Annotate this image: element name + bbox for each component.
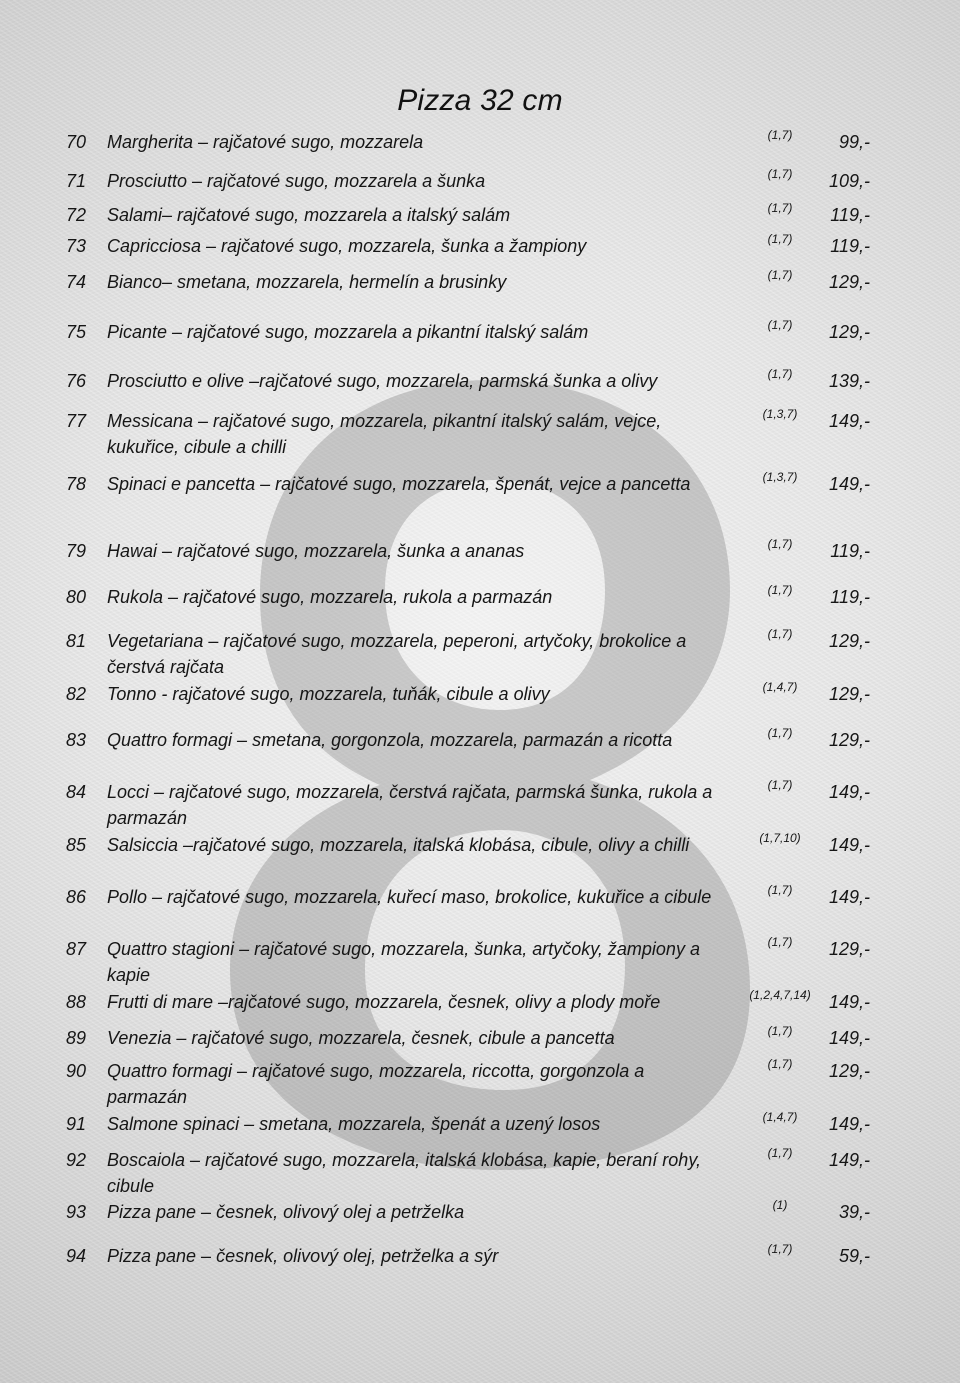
item-number: 75 (66, 322, 87, 342)
item-allergens: (1,7) (767, 778, 793, 792)
item-price: 129,- (828, 272, 870, 292)
item-allergens: (1,7) (767, 1146, 793, 1160)
item-allergens: (1,4,7) (762, 1110, 798, 1124)
item-price: 139,- (828, 371, 870, 391)
menu-item (0, 884, 960, 936)
menu-item (0, 1147, 960, 1199)
item-price: 149,- (828, 1150, 870, 1170)
item-number: 74 (66, 272, 87, 292)
item-allergens: (1,7) (767, 268, 793, 282)
item-price: 149,- (828, 1114, 870, 1134)
item-price: 149,- (828, 474, 870, 494)
menu-item (0, 628, 960, 680)
item-allergens: (1,7,10) (759, 831, 801, 845)
item-price: 129,- (828, 939, 870, 959)
item-description: Salsiccia –rajčatové sugo, mozzarela, italská klobása, cibule, olivy a chilli (107, 835, 690, 855)
item-number: 70 (66, 132, 87, 152)
item-number: 81 (66, 631, 87, 651)
item-number: 83 (66, 730, 87, 750)
item-description: Prosciutto – rajčatové sugo, mozzarela a šunka (107, 171, 486, 191)
item-number: 90 (66, 1061, 87, 1081)
item-allergens: (1,7) (767, 537, 793, 551)
item-description: Pizza pane – česnek, olivový olej, petrželka a sýr (107, 1246, 499, 1266)
menu-item (0, 408, 960, 460)
item-description: Quattro formagi – rajčatové sugo, mozzarela, riccotta, gorgonzola a parmazán (107, 1061, 645, 1107)
item-price: 39,- (838, 1202, 870, 1222)
item-allergens: (1,7) (767, 367, 793, 381)
item-price: 149,- (828, 1028, 870, 1048)
item-price: 109,- (828, 171, 870, 191)
item-number: 89 (66, 1028, 87, 1048)
menu-item (0, 1243, 960, 1295)
item-description: Boscaiola – rajčatové sugo, mozzarela, italská klobása, kapie, beraní rohy, cibule (107, 1150, 701, 1196)
item-description: Pizza pane – česnek, olivový olej a petrželka (107, 1202, 465, 1222)
item-allergens: (1,7) (767, 627, 793, 641)
item-description: Vegetariana – rajčatové sugo, mozzarela, peperoni, artyčoky, brokolice a čerstvá rajčata (107, 631, 687, 677)
item-price: 149,- (828, 887, 870, 907)
item-description: Frutti di mare –rajčatové sugo, mozzarela, česnek, olivy a plody moře (107, 992, 661, 1012)
item-number: 73 (66, 236, 87, 256)
item-description: Capricciosa – rajčatové sugo, mozzarela, šunka a žampiony (107, 236, 587, 256)
item-number: 86 (66, 887, 87, 907)
item-allergens: (1,2,4,7,14) (749, 988, 811, 1002)
item-description: Quattro stagioni – rajčatové sugo, mozzarela, šunka, artyčoky, žampiony a kapie (107, 939, 700, 985)
item-description: Locci – rajčatové sugo, mozzarela, čerstvá rajčata, parmská šunka, rukola a parmazán (107, 782, 713, 828)
item-number: 88 (66, 992, 87, 1012)
item-price: 129,- (828, 322, 870, 342)
item-description: Salmone spinaci – smetana, mozzarela, špenát a uzený losos (107, 1114, 601, 1134)
item-price: 59,- (838, 1246, 870, 1266)
item-description: Bianco– smetana, mozzarela, hermelín a brusinky (107, 272, 507, 292)
menu-item (0, 1058, 960, 1110)
item-number: 78 (66, 474, 87, 494)
item-price: 129,- (828, 684, 870, 704)
item-description: Margherita – rajčatové sugo, mozzarela (107, 132, 424, 152)
item-allergens: (1,7) (767, 1057, 793, 1071)
item-price: 119,- (830, 587, 870, 607)
menu-item (0, 319, 960, 371)
item-price: 149,- (828, 411, 870, 431)
item-price: 149,- (828, 835, 870, 855)
item-number: 77 (66, 411, 87, 431)
item-price: 129,- (828, 1061, 870, 1081)
item-description: Prosciutto e olive –rajčatové sugo, mozzarela, parmská šunka a olivy (107, 371, 658, 391)
item-price: 149,- (828, 992, 870, 1012)
item-description: Picante – rajčatové sugo, mozzarela a pikantní italský salám (107, 322, 589, 342)
item-price: 99,- (838, 132, 870, 152)
item-description: Hawai – rajčatové sugo, mozzarela, šunka a ananas (107, 541, 525, 561)
item-description: Salami– rajčatové sugo, mozzarela a italský salám (107, 205, 511, 225)
item-allergens: (1,4,7) (762, 680, 798, 694)
menu-item (0, 471, 960, 523)
item-number: 93 (66, 1202, 87, 1222)
item-price: 119,- (830, 541, 870, 561)
menu-item (0, 779, 960, 831)
item-allergens: (1,7) (767, 1242, 793, 1256)
menu-item (0, 727, 960, 779)
item-number: 80 (66, 587, 87, 607)
page-title: Pizza 32 cm (397, 84, 563, 117)
item-description: Venezia – rajčatové sugo, mozzarela, česnek, cibule a pancetta (107, 1028, 615, 1048)
item-number: 85 (66, 835, 87, 855)
item-description: Tonno - rajčatové sugo, mozzarela, tuňák, cibule a olivy (107, 684, 550, 704)
item-number: 82 (66, 684, 87, 704)
item-allergens: (1,7) (767, 128, 793, 142)
item-number: 92 (66, 1150, 87, 1170)
item-price: 119,- (830, 205, 870, 225)
menu-item (0, 936, 960, 988)
item-number: 76 (66, 371, 87, 391)
menu-item (0, 269, 960, 321)
item-allergens: (1,7) (767, 167, 793, 181)
item-number: 94 (66, 1246, 87, 1266)
item-allergens: (1,7) (767, 883, 793, 897)
item-number: 87 (66, 939, 87, 959)
item-price: 129,- (828, 730, 870, 750)
item-description: Quattro formagi – smetana, gorgonzola, mozzarela, parmazán a ricotta (107, 730, 673, 750)
item-number: 79 (66, 541, 87, 561)
item-number: 72 (66, 205, 87, 225)
item-allergens: (1,3,7) (762, 470, 798, 484)
item-number: 84 (66, 782, 87, 802)
item-allergens: (1,3,7) (762, 407, 798, 421)
item-price: 129,- (828, 631, 870, 651)
item-price: 119,- (830, 236, 870, 256)
item-allergens: (1,7) (767, 232, 793, 246)
item-allergens: (1,7) (767, 935, 793, 949)
item-allergens: (1) (772, 1198, 788, 1212)
menu-item (0, 832, 960, 884)
item-allergens: (1,7) (767, 583, 793, 597)
item-description: Rukola – rajčatové sugo, mozzarela, rukola a parmazán (107, 587, 553, 607)
item-allergens: (1,7) (767, 1024, 793, 1038)
item-number: 71 (66, 171, 87, 191)
item-description: Pollo – rajčatové sugo, mozzarela, kuřecí maso, brokolice, kukuřice a cibule (107, 887, 712, 907)
item-allergens: (1,7) (767, 726, 793, 740)
item-description: Spinaci e pancetta – rajčatové sugo, mozzarela, špenát, vejce a pancetta (107, 474, 691, 494)
item-price: 149,- (828, 782, 870, 802)
item-description: Messicana – rajčatové sugo, mozzarela, pikantní italský salám, vejce, kukuřice, cibule a chilli (107, 411, 662, 457)
item-allergens: (1,7) (767, 318, 793, 332)
item-number: 91 (66, 1114, 87, 1134)
item-allergens: (1,7) (767, 201, 793, 215)
